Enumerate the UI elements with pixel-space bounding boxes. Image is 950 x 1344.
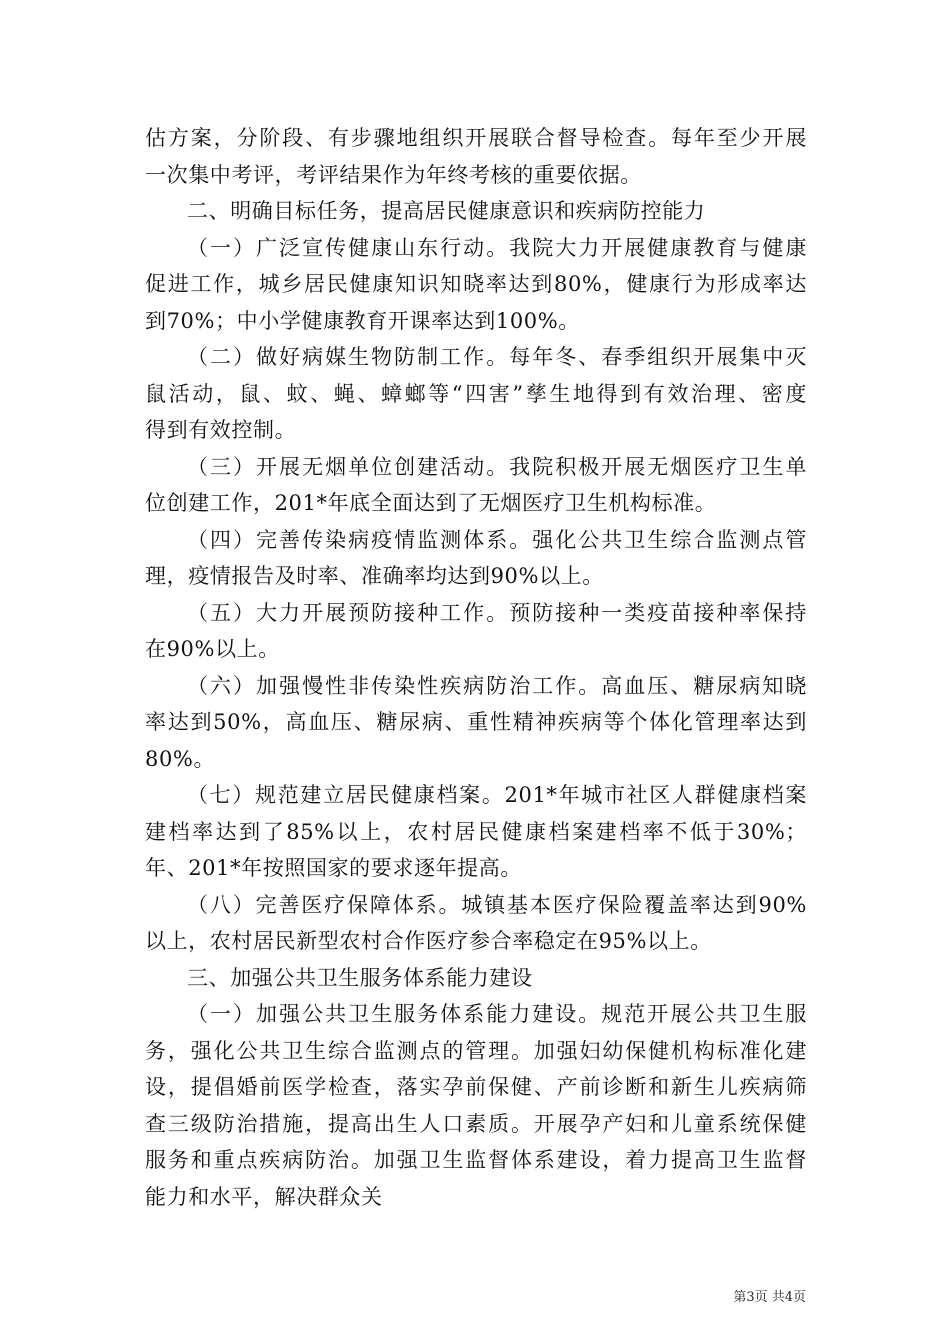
text-line: 以上，农村居民新型农村合作医疗参合率稳定在95%以上。 <box>145 929 712 953</box>
text-line: 得到有效控制。 <box>145 418 297 442</box>
text-line: （三）开展无烟单位创建活动。我院积极开展无烟医疗卫生单 <box>187 454 807 479</box>
text-line: 三、加强公共卫生服务体系能力建设 <box>187 965 533 990</box>
text-line: （二）做好病媒生物防制工作。每年冬、春季组织开展集中灭 <box>187 345 807 369</box>
text-line: （五）大力开展预防接种工作。预防接种一类疫苗接种率保持 <box>187 600 807 625</box>
text-line: （一）加强公共卫生服务体系能力建设。规范开展公共卫生服 <box>187 1002 807 1026</box>
text-line: 在90%以上。 <box>145 637 280 661</box>
text-line: 位创建工作，201*年底全面达到了无烟医疗卫生机构标准。 <box>145 491 717 515</box>
text-line: 一次集中考评，考评结果作为年终考核的重要依据。 <box>145 162 642 187</box>
text-line: 务，强化公共卫生综合监测点的管理。加强妇幼保健机构标准化建 <box>145 1038 807 1063</box>
text-line: （六）加强慢性非传染性疾病防治工作。高血压、糖尿病知晓 <box>187 673 807 698</box>
text-line: 年、201*年按照国家的要求逐年提高。 <box>145 856 522 880</box>
text-line: 率达到50%，高血压、糖尿病、重性精神疾病等个体化管理率达到 <box>145 710 807 734</box>
text-line: 促进工作，城乡居民健康知识知晓率达到80%，健康行为形成率达 <box>145 272 807 296</box>
text-line: 查三级防治措施，提高出生人口素质。开展孕产妇和儿童系统保健 <box>145 1111 807 1136</box>
document-body <box>145 120 807 1215</box>
text-line: 理，疫情报告及时率、准确率均达到90%以上。 <box>145 564 604 588</box>
text-line: （一）广泛宣传健康山东行动。我院大力开展健康教育与健康 <box>187 235 807 260</box>
text-line: （八）完善医疗保障体系。城镇基本医疗保险覆盖率达到90% <box>187 892 807 917</box>
text-line: 建档率达到了85%以上，农村居民健康档案建档率不低于30%； <box>145 819 807 844</box>
text-line: （七）规范建立居民健康档案。201*年城市社区人群健康档案 <box>187 783 807 807</box>
text-line: 二、明确目标任务，提高居民健康意识和疾病防控能力 <box>187 199 706 223</box>
text-line: 估方案，分阶段、有步骤地组织开展联合督导检查。每年至少开展 <box>145 126 807 150</box>
text-line: 服务和重点疾病防治。加强卫生监督体系建设，着力提高卫生监督 <box>145 1148 807 1172</box>
text-line: 设，提倡婚前医学检查，落实孕前保健、产前诊断和新生儿疾病筛 <box>145 1075 807 1099</box>
text-line: 鼠活动，鼠、蚊、蝇、蟑螂等“四害”孳生地得到有效治理、密度 <box>145 381 807 406</box>
text-line: （四）完善传染病疫情监测体系。强化公共卫生综合监测点管 <box>187 527 807 552</box>
text-line: 到70%；中小学健康教育开课率达到100%。 <box>145 308 580 333</box>
page-number-indicator: 第3页 共4页 <box>733 1290 806 1305</box>
text-line: 80%。 <box>145 746 216 771</box>
text-line: 能力和水平，解决群众关 <box>145 1184 383 1209</box>
